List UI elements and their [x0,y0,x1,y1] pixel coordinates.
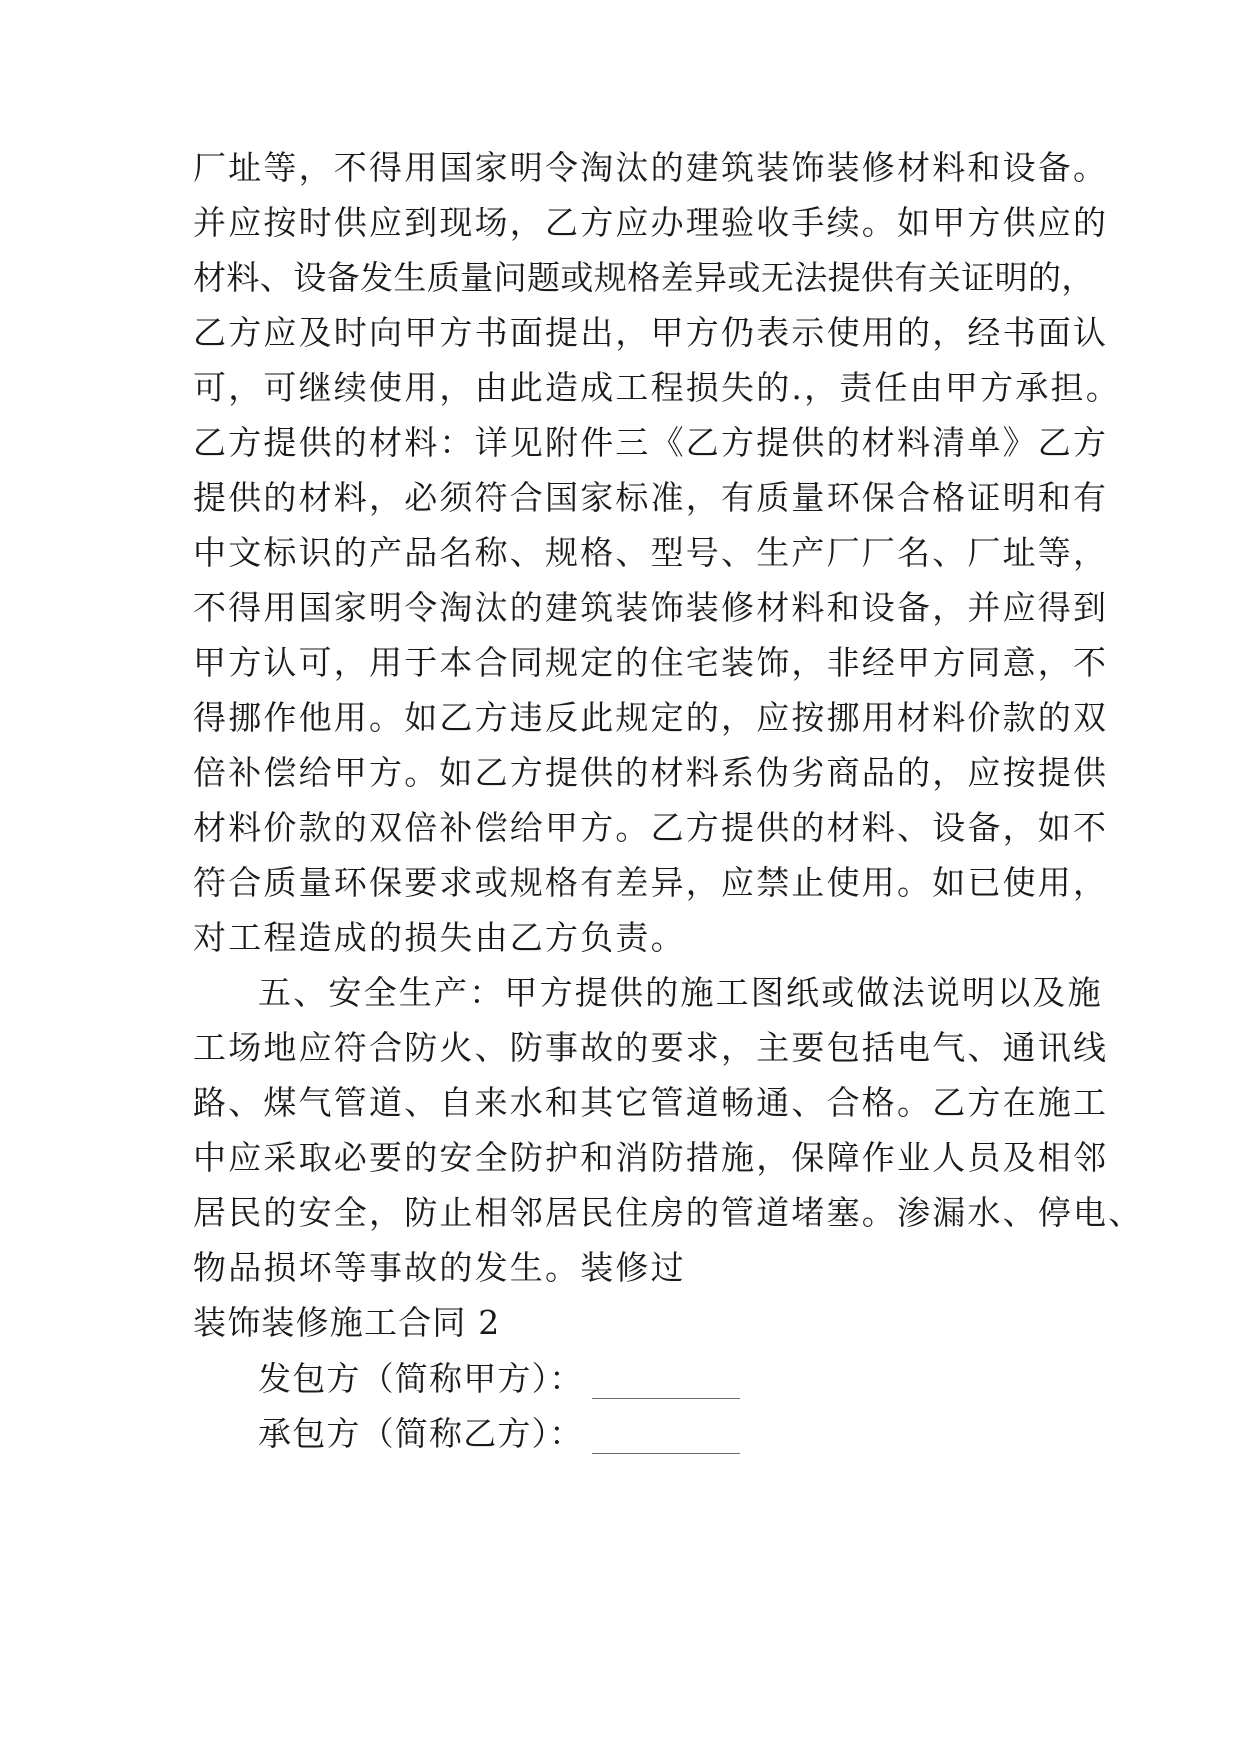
paragraph-line: 甲方认可，用于本合同规定的住宅装饰，非经甲方同意，不 [193,643,1109,682]
paragraph-line: 路、煤气管道、自来水和其它管道畅通、合格。乙方在施工 [193,1083,1109,1122]
party-b-blank [592,1423,740,1454]
paragraph-line: 得挪作他用。如乙方违反此规定的，应按挪用材料价款的双 [193,698,1109,737]
paragraph-line: 工场地应符合防火、防事故的要求，主要包括电气、通讯线 [193,1028,1109,1067]
paragraph-line: 乙方应及时向甲方书面提出，甲方仍表示使用的，经书面认 [193,313,1109,352]
paragraph-line: 符合质量环保要求或规格有差异，应禁止使用。如已使用， [193,863,1109,902]
party-b-row [258,1414,740,1454]
paragraph-line: 物品损坏等事故的发生。装修过 [193,1248,686,1287]
contract-title: 装饰装修施工合同 2 [193,1303,501,1342]
paragraph-line: 中应采取必要的安全防护和消防措施，保障作业人员及相邻 [193,1138,1109,1177]
paragraph-line: 提供的材料，必须符合国家标准，有质量环保合格证明和有 [193,478,1109,517]
party-b-label: 承包方（简称乙方）： [258,1414,584,1453]
paragraph-line: 对工程造成的损失由乙方负责。 [193,918,686,957]
paragraph-line: 乙方提供的材料：详见附件三《乙方提供的材料清单》乙方 [193,423,1109,462]
paragraph-line: 可，可继续使用，由此造成工程损失的.，责任由甲方承担。 [193,368,1121,407]
paragraph-line: 并应按时供应到现场，乙方应办理验收手续。如甲方供应的 [193,203,1109,242]
section-five-line: 五、安全生产：甲方提供的施工图纸或做法说明以及施 [258,973,1103,1012]
paragraph-line: 材料、设备发生质量问题或规格差异或无法提供有关证明的， [193,258,1095,297]
party-a-blank [592,1368,740,1399]
paragraph-line: 厂址等，不得用国家明令淘汰的建筑装饰装修材料和设备。 [193,148,1109,187]
party-a-row [258,1359,740,1399]
paragraph-line: 居民的安全，防止相邻居民住房的管道堵塞。渗漏水、停电、 [193,1193,1144,1232]
paragraph-line: 材料价款的双倍补偿给甲方。乙方提供的材料、设备，如不 [193,808,1109,847]
paragraph-line: 中文标识的产品名称、规格、型号、生产厂厂名、厂址等， [193,533,1109,572]
party-a-label: 发包方（简称甲方）： [258,1359,584,1398]
paragraph-line: 倍补偿给甲方。如乙方提供的材料系伪劣商品的，应按提供 [193,753,1109,792]
paragraph-line: 不得用国家明令淘汰的建筑装饰装修材料和设备，并应得到 [193,588,1109,627]
